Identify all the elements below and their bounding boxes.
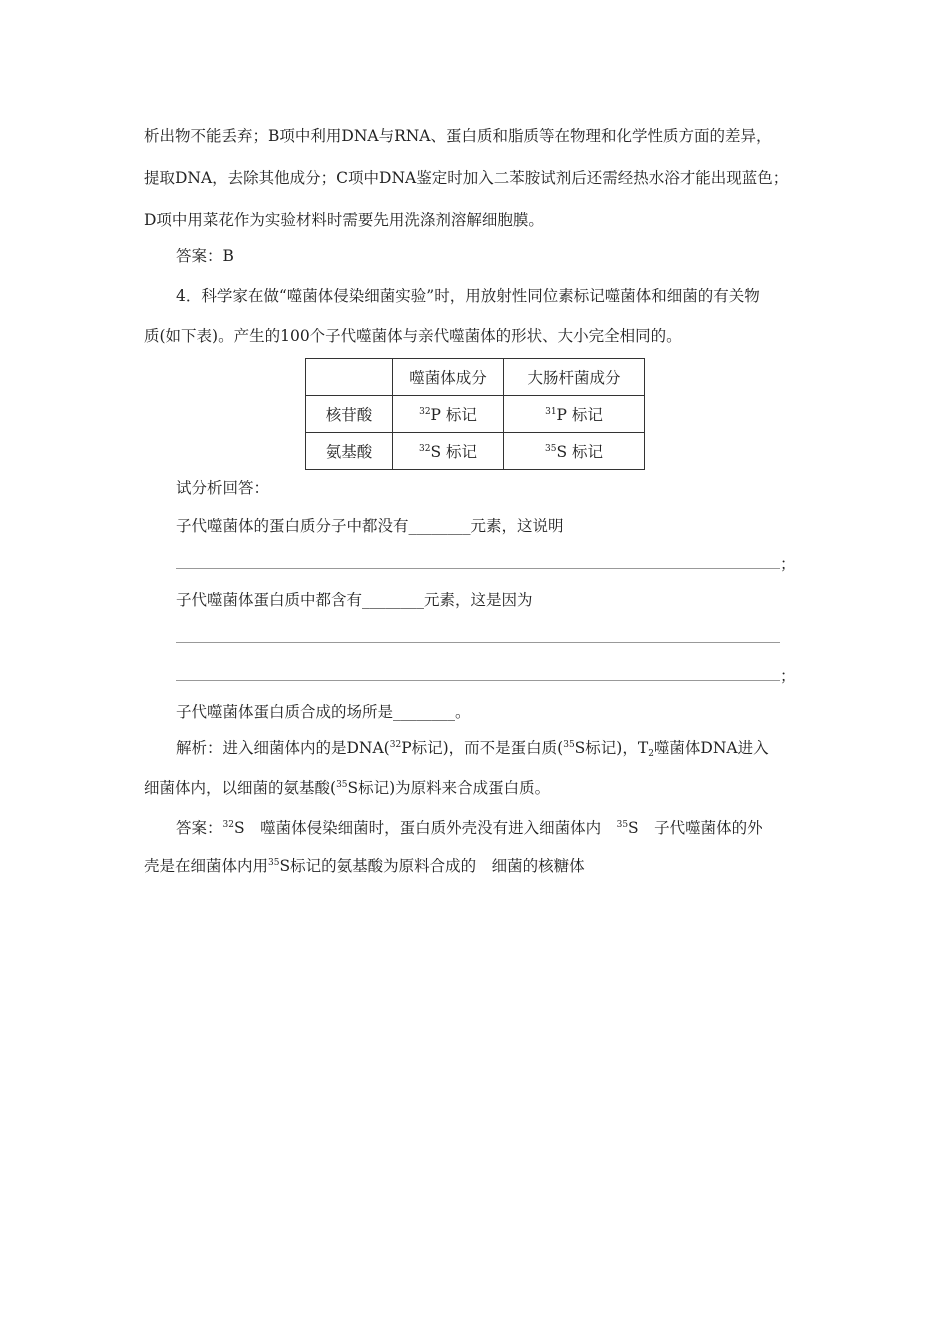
table-row [306,433,645,470]
answer-line-2 [176,818,763,838]
body-line-2: 提取DNA，去除其他成分；C项中DNA鉴定时加入二苯胺试剂后还需经热水浴才能出现蓝色； [144,169,789,187]
isotope-mass: 35 [268,858,280,868]
label-text: S 标记 [556,443,603,461]
prompt-line: 试分析回答： [176,479,270,497]
table-header-empty [306,359,393,396]
text-segment: P标记)，而不是蛋白质( [401,739,564,757]
subscript: 2 [648,749,654,759]
analysis-line-2 [144,778,550,798]
cell-phage-amino-acid [393,433,504,470]
text-segment: 细菌体内，以细菌的氨基酸( [144,779,337,797]
body-line-1: 析出物不能丢弃；B项中利用DNA与RNA、蛋白质和脂质等在物理和化学性质方面的差异， [144,127,772,145]
answer-line-3 [144,856,585,876]
table-header-phage: 噬菌体成分 [393,359,504,396]
text-segment: 噬菌体DNA进入 [653,739,769,757]
text-segment: S标记的氨基酸为原料合成的 细菌的核糖体 [279,857,585,875]
isotope-mass: 32 [419,407,431,417]
table-header-row [306,359,645,396]
answer-blank-1[interactable] [176,568,780,569]
cell-bacteria-amino-acid [504,433,645,470]
semicolon-2: ； [780,667,796,685]
answer-line-1: 答案：B [176,247,234,265]
sub-question-2: 子代噬菌体蛋白质中都含有________元素，这是因为 [176,591,533,609]
text-segment: S标记)为原料来合成蛋白质。 [347,779,551,797]
label-text: S 标记 [430,443,477,461]
body-line-3: D项中用菜花作为实验材料时需要先用洗涤剂溶解细胞膜。 [144,211,544,229]
answer-blank-2[interactable] [176,642,780,643]
cell-phage-nucleotide [393,396,504,433]
semicolon-1: ； [780,555,796,573]
text-segment: 解析：进入细菌体内的是DNA( [176,739,390,757]
cell-bacteria-nucleotide [504,396,645,433]
labeling-table [305,358,645,470]
sub-question-1: 子代噬菌体的蛋白质分子中都没有________元素，这说明 [176,517,564,535]
row-label-amino-acid: 氨基酸 [306,433,393,470]
isotope-mass: 35 [336,780,348,790]
text-segment: 壳是在细菌体内用 [144,857,269,875]
text-segment: S标记)，T [574,739,649,757]
isotope-mass: 32 [389,740,402,750]
isotope-mass: 32 [222,820,234,830]
isotope-mass: 35 [545,444,557,454]
isotope-mass: 35 [616,820,629,830]
label-text: P 标记 [556,406,603,424]
table-row [306,396,645,433]
label-text: P 标记 [430,406,477,424]
question-4-line-1: 4．科学家在做“噬菌体侵染细菌实验”时，用放射性同位素标记噬菌体和细菌的有关物 [176,287,760,305]
table-header-bacteria: 大肠杆菌成分 [504,359,645,396]
isotope-mass: 32 [419,444,431,454]
row-label-nucleotide: 核苷酸 [306,396,393,433]
isotope-mass: 35 [563,740,575,750]
isotope-mass: 31 [545,407,557,417]
answer-blank-3[interactable] [176,680,780,681]
question-4-line-2: 质(如下表)。产生的100个子代噬菌体与亲代噬菌体的形状、大小完全相同的。 [144,327,682,345]
text-segment: S 子代噬菌体的外 [628,819,763,837]
text-segment: S 噬菌体侵染细菌时，蛋白质外壳没有进入细菌体内 [233,819,617,837]
sub-question-3: 子代噬菌体蛋白质合成的场所是________。 [176,703,471,721]
text-segment: 答案： [176,819,223,837]
analysis-line-1 [176,738,769,758]
